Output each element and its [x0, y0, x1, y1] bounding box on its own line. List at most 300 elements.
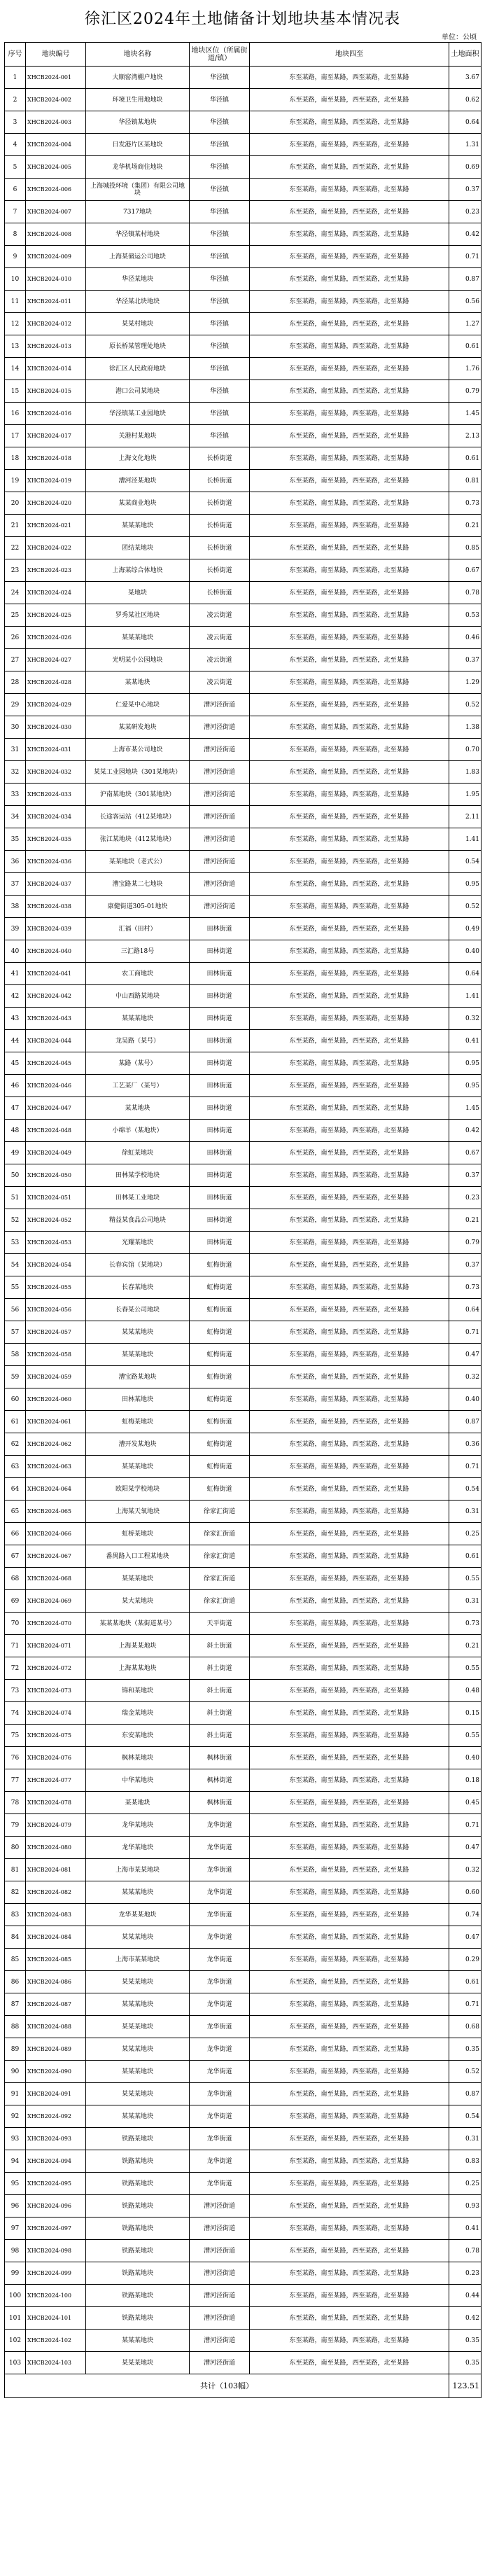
table-row [5, 559, 482, 582]
cell-area: 0.79 [449, 1232, 482, 1254]
cell-boundaries: 东至某路，南至某路，西至某路，北至某路 [250, 1030, 449, 1052]
cell-name: 上海某某地块 [86, 1657, 190, 1680]
cell-code: XHCB2024-042 [26, 985, 86, 1008]
cell-name: 团结某地块 [86, 537, 190, 559]
cell-name: 沪南某地块（301某地块） [86, 784, 190, 806]
cell-index: 69 [5, 1590, 26, 1613]
cell-code: XHCB2024-011 [26, 291, 86, 313]
cell-boundaries: 东至某路，南至某路，西至某路，北至某路 [250, 1590, 449, 1613]
cell-area: 1.41 [449, 828, 482, 851]
cell-code: XHCB2024-007 [26, 201, 86, 223]
cell-area: 0.87 [449, 268, 482, 291]
cell-index: 49 [5, 1142, 26, 1164]
cell-location: 漕河泾街道 [190, 828, 250, 851]
cell-index: 51 [5, 1187, 26, 1209]
cell-index: 13 [5, 335, 26, 358]
cell-index: 63 [5, 1456, 26, 1478]
table-row [5, 1456, 482, 1478]
cell-boundaries: 东至某路，南至某路，西至某路，北至某路 [250, 515, 449, 537]
cell-area: 0.54 [449, 851, 482, 873]
cell-area: 0.83 [449, 2150, 482, 2173]
cell-name: 上海市某某地块 [86, 1859, 190, 1881]
cell-code: XHCB2024-001 [26, 67, 86, 89]
table-row [5, 2262, 482, 2285]
cell-location: 田林街道 [190, 918, 250, 940]
cell-name: 龙华某地块 [86, 1837, 190, 1859]
cell-index: 15 [5, 380, 26, 403]
cell-code: XHCB2024-099 [26, 2262, 86, 2285]
cell-location: 漕河泾街道 [190, 2240, 250, 2262]
cell-index: 101 [5, 2307, 26, 2330]
table-row [5, 67, 482, 89]
cell-name: 仁爱某中心地块 [86, 694, 190, 716]
cell-code: XHCB2024-009 [26, 246, 86, 268]
cell-index: 102 [5, 2330, 26, 2352]
cell-location: 龙华街道 [190, 2173, 250, 2195]
table-row [5, 940, 482, 963]
cell-index: 8 [5, 223, 26, 246]
cell-location: 长桥街道 [190, 559, 250, 582]
cell-area: 1.76 [449, 358, 482, 380]
cell-boundaries: 东至某路，南至某路，西至某路，北至某路 [250, 2262, 449, 2285]
cell-area: 0.42 [449, 223, 482, 246]
cell-area: 0.64 [449, 111, 482, 134]
table-row [5, 1859, 482, 1881]
cell-name: 某某某地块 [86, 2105, 190, 2128]
cell-index: 54 [5, 1254, 26, 1276]
table-row [5, 604, 482, 627]
cell-name: 某某某地块 [86, 515, 190, 537]
cell-boundaries: 东至某路，南至某路，西至某路，北至某路 [250, 761, 449, 784]
cell-area: 0.47 [449, 1837, 482, 1859]
cell-code: XHCB2024-050 [26, 1164, 86, 1187]
cell-code: XHCB2024-061 [26, 1411, 86, 1433]
cell-code: XHCB2024-002 [26, 89, 86, 111]
cell-area: 0.23 [449, 1187, 482, 1209]
cell-name: 漕宝路某地块 [86, 1366, 190, 1388]
cell-boundaries: 东至某路，南至某路，西至某路，北至某路 [250, 806, 449, 828]
table-row [5, 380, 482, 403]
cell-boundaries: 东至某路，南至某路，西至某路，北至某路 [250, 784, 449, 806]
table-row [5, 716, 482, 739]
cell-area: 0.74 [449, 1904, 482, 1926]
cell-name: 瑞金某地块 [86, 1702, 190, 1725]
cell-boundaries: 东至某路，南至某路，西至某路，北至某路 [250, 1321, 449, 1344]
cell-boundaries: 东至某路，南至某路，西至某路，北至某路 [250, 963, 449, 985]
cell-boundaries: 东至某路，南至某路，西至某路，北至某路 [250, 1859, 449, 1881]
cell-code: XHCB2024-072 [26, 1657, 86, 1680]
cell-location: 斜土街道 [190, 1657, 250, 1680]
cell-location: 虹梅街道 [190, 1388, 250, 1411]
cell-index: 25 [5, 604, 26, 627]
cell-area: 0.67 [449, 1142, 482, 1164]
cell-boundaries: 东至某路，南至某路，西至某路，北至某路 [250, 156, 449, 179]
cell-location: 斜土街道 [190, 1725, 250, 1747]
cell-area: 1.27 [449, 313, 482, 335]
cell-index: 19 [5, 470, 26, 492]
cell-index: 88 [5, 2016, 26, 2038]
cell-index: 86 [5, 1971, 26, 1993]
table-row [5, 1433, 482, 1456]
cell-location: 田林街道 [190, 940, 250, 963]
cell-code: XHCB2024-063 [26, 1456, 86, 1478]
table-row [5, 1904, 482, 1926]
cell-boundaries: 东至某路，南至某路，西至某路，北至某路 [250, 1904, 449, 1926]
cell-index: 67 [5, 1545, 26, 1568]
cell-area: 0.78 [449, 2240, 482, 2262]
cell-name: 关港村某地块 [86, 425, 190, 447]
cell-boundaries: 东至某路，南至某路，西至某路，北至某路 [250, 67, 449, 89]
cell-code: XHCB2024-090 [26, 2061, 86, 2083]
cell-location: 龙华街道 [190, 2105, 250, 2128]
cell-boundaries: 东至某路，南至某路，西至某路，北至某路 [250, 582, 449, 604]
cell-index: 75 [5, 1725, 26, 1747]
cell-name: 华泾镇某村地块 [86, 223, 190, 246]
cell-area: 0.71 [449, 1456, 482, 1478]
cell-boundaries: 东至某路，南至某路，西至某路，北至某路 [250, 291, 449, 313]
cell-name: 某某研发地块 [86, 716, 190, 739]
cell-location: 虹梅街道 [190, 1276, 250, 1299]
cell-location: 徐家汇街道 [190, 1523, 250, 1545]
table-row [5, 1187, 482, 1209]
cell-boundaries: 东至某路，南至某路，西至某路，北至某路 [250, 851, 449, 873]
cell-location: 龙华街道 [190, 1904, 250, 1926]
cell-location: 漕河泾街道 [190, 873, 250, 896]
table-row [5, 492, 482, 515]
cell-index: 103 [5, 2352, 26, 2374]
cell-boundaries: 东至某路，南至某路，西至某路，北至某路 [250, 1097, 449, 1120]
table-row [5, 896, 482, 918]
cell-area: 0.52 [449, 2061, 482, 2083]
cell-boundaries: 东至某路，南至某路，西至某路，北至某路 [250, 358, 449, 380]
cell-location: 虹梅街道 [190, 1344, 250, 1366]
cell-area: 0.23 [449, 201, 482, 223]
cell-index: 74 [5, 1702, 26, 1725]
table-row [5, 537, 482, 559]
header-index: 序号 [5, 43, 26, 67]
cell-area: 0.49 [449, 918, 482, 940]
cell-index: 28 [5, 671, 26, 694]
total-label: 共计（103幅） [5, 2374, 449, 2398]
cell-name: 农工商地块 [86, 963, 190, 985]
cell-index: 21 [5, 515, 26, 537]
cell-area: 0.32 [449, 1008, 482, 1030]
cell-area: 0.73 [449, 492, 482, 515]
cell-code: XHCB2024-018 [26, 447, 86, 470]
table-row [5, 1209, 482, 1232]
cell-index: 34 [5, 806, 26, 828]
cell-location: 华泾镇 [190, 67, 250, 89]
table-row [5, 1164, 482, 1187]
cell-location: 漕河泾街道 [190, 716, 250, 739]
cell-boundaries: 东至某路，南至某路，西至某路，北至某路 [250, 559, 449, 582]
cell-code: XHCB2024-046 [26, 1075, 86, 1097]
cell-name: 长春某地块 [86, 1276, 190, 1299]
cell-code: XHCB2024-058 [26, 1344, 86, 1366]
cell-index: 52 [5, 1209, 26, 1232]
cell-code: XHCB2024-037 [26, 873, 86, 896]
table-row [5, 1299, 482, 1321]
cell-boundaries: 东至某路，南至某路，西至某路，北至某路 [250, 201, 449, 223]
cell-code: XHCB2024-032 [26, 761, 86, 784]
cell-location: 徐家汇街道 [190, 1568, 250, 1590]
cell-name: 龙华某地块 [86, 1814, 190, 1837]
cell-area: 0.23 [449, 2262, 482, 2285]
cell-location: 漕河泾街道 [190, 851, 250, 873]
cell-code: XHCB2024-045 [26, 1052, 86, 1075]
table-row [5, 111, 482, 134]
cell-name: 某某某地块 [86, 1568, 190, 1590]
cell-location: 华泾镇 [190, 291, 250, 313]
table-row [5, 1926, 482, 1949]
cell-boundaries: 东至某路，南至某路，西至某路，北至某路 [250, 2083, 449, 2105]
table-row [5, 156, 482, 179]
cell-location: 龙华街道 [190, 1949, 250, 1971]
cell-code: XHCB2024-028 [26, 671, 86, 694]
cell-location: 枫林街道 [190, 1769, 250, 1792]
cell-index: 24 [5, 582, 26, 604]
cell-index: 77 [5, 1769, 26, 1792]
cell-index: 80 [5, 1837, 26, 1859]
cell-code: XHCB2024-076 [26, 1747, 86, 1769]
cell-code: XHCB2024-078 [26, 1792, 86, 1814]
cell-boundaries: 东至某路，南至某路，西至某路，北至某路 [250, 335, 449, 358]
cell-name: 漕宝路某二七地块 [86, 873, 190, 896]
cell-code: XHCB2024-026 [26, 627, 86, 649]
table-row [5, 2083, 482, 2105]
cell-code: XHCB2024-054 [26, 1254, 86, 1276]
cell-location: 漕河泾街道 [190, 2285, 250, 2307]
table-row [5, 1232, 482, 1254]
cell-area: 3.67 [449, 67, 482, 89]
cell-index: 98 [5, 2240, 26, 2262]
cell-boundaries: 东至某路，南至某路，西至某路，北至某路 [250, 2038, 449, 2061]
cell-location: 华泾镇 [190, 425, 250, 447]
cell-location: 田林街道 [190, 1187, 250, 1209]
cell-boundaries: 东至某路，南至某路，西至某路，北至某路 [250, 1971, 449, 1993]
cell-name: 龙华机场商住地块 [86, 156, 190, 179]
cell-code: XHCB2024-017 [26, 425, 86, 447]
cell-area: 0.21 [449, 1635, 482, 1657]
cell-boundaries: 东至某路，南至某路，西至某路，北至某路 [250, 313, 449, 335]
cell-location: 龙华街道 [190, 2061, 250, 2083]
table-row [5, 2038, 482, 2061]
cell-location: 斜土街道 [190, 1635, 250, 1657]
table-row [5, 784, 482, 806]
cell-index: 95 [5, 2173, 26, 2195]
cell-area: 0.31 [449, 1501, 482, 1523]
table-row [5, 425, 482, 447]
cell-area: 0.31 [449, 2128, 482, 2150]
cell-index: 83 [5, 1904, 26, 1926]
cell-location: 漕河泾街道 [190, 784, 250, 806]
cell-name: 工艺某厂（某号） [86, 1075, 190, 1097]
cell-name: 光明某小公园地块 [86, 649, 190, 671]
cell-code: XHCB2024-023 [26, 559, 86, 582]
cell-index: 40 [5, 940, 26, 963]
cell-name: 铁路某地块 [86, 2285, 190, 2307]
table-row [5, 1590, 482, 1613]
cell-location: 长桥街道 [190, 470, 250, 492]
cell-area: 0.87 [449, 1411, 482, 1433]
cell-boundaries: 东至某路，南至某路，西至某路，北至某路 [250, 1052, 449, 1075]
cell-code: XHCB2024-025 [26, 604, 86, 627]
cell-name: 某某地块 [86, 671, 190, 694]
cell-index: 44 [5, 1030, 26, 1052]
cell-location: 长桥街道 [190, 492, 250, 515]
cell-boundaries: 东至某路，南至某路，西至某路，北至某路 [250, 1657, 449, 1680]
cell-name: 某某某地块 [86, 2330, 190, 2352]
cell-code: XHCB2024-052 [26, 1209, 86, 1232]
cell-boundaries: 东至某路，南至某路，西至某路，北至某路 [250, 1792, 449, 1814]
cell-index: 97 [5, 2218, 26, 2240]
table-footer [5, 2374, 482, 2398]
cell-code: XHCB2024-083 [26, 1904, 86, 1926]
cell-index: 60 [5, 1388, 26, 1411]
cell-area: 1.95 [449, 784, 482, 806]
cell-area: 2.11 [449, 806, 482, 828]
cell-area: 0.40 [449, 940, 482, 963]
cell-code: XHCB2024-010 [26, 268, 86, 291]
cell-name: 徐虹某地块 [86, 1142, 190, 1164]
cell-index: 30 [5, 716, 26, 739]
cell-name: 光耀某地块 [86, 1232, 190, 1254]
table-row [5, 761, 482, 784]
cell-area: 0.55 [449, 1568, 482, 1590]
table-row [5, 649, 482, 671]
cell-location: 龙华街道 [190, 1993, 250, 2016]
cell-index: 89 [5, 2038, 26, 2061]
cell-index: 1 [5, 67, 26, 89]
cell-boundaries: 东至某路，南至某路，西至某路，北至某路 [250, 627, 449, 649]
cell-location: 天平街道 [190, 1613, 250, 1635]
cell-area: 0.46 [449, 627, 482, 649]
cell-area: 1.45 [449, 1097, 482, 1120]
cell-area: 0.47 [449, 1344, 482, 1366]
cell-index: 79 [5, 1814, 26, 1837]
cell-boundaries: 东至某路，南至某路，西至某路，北至某路 [250, 246, 449, 268]
cell-name: 某地块 [86, 582, 190, 604]
header-code: 地块编号 [26, 43, 86, 67]
cell-code: XHCB2024-008 [26, 223, 86, 246]
cell-boundaries: 东至某路，南至某路，西至某路，北至某路 [250, 2307, 449, 2330]
cell-area: 0.62 [449, 89, 482, 111]
cell-index: 53 [5, 1232, 26, 1254]
cell-boundaries: 东至某路，南至某路，西至某路，北至某路 [250, 1232, 449, 1254]
cell-boundaries: 东至某路，南至某路，西至某路，北至某路 [250, 918, 449, 940]
cell-index: 38 [5, 896, 26, 918]
cell-code: XHCB2024-073 [26, 1680, 86, 1702]
table-row [5, 1657, 482, 1680]
table-row [5, 179, 482, 201]
cell-code: XHCB2024-020 [26, 492, 86, 515]
cell-area: 1.83 [449, 761, 482, 784]
cell-name: 汇福（田村） [86, 918, 190, 940]
cell-area: 0.87 [449, 2083, 482, 2105]
table-row [5, 1702, 482, 1725]
table-row [5, 1254, 482, 1276]
cell-name: 东安某地块 [86, 1725, 190, 1747]
table-header [5, 43, 482, 67]
cell-location: 虹梅街道 [190, 1299, 250, 1321]
cell-code: XHCB2024-022 [26, 537, 86, 559]
cell-code: XHCB2024-085 [26, 1949, 86, 1971]
cell-name: 铁路某地块 [86, 2262, 190, 2285]
cell-boundaries: 东至某路，南至某路，西至某路，北至某路 [250, 2173, 449, 2195]
cell-boundaries: 东至某路，南至某路，西至某路，北至某路 [250, 179, 449, 201]
cell-index: 85 [5, 1949, 26, 1971]
cell-boundaries: 东至某路，南至某路，西至某路，北至某路 [250, 2128, 449, 2150]
cell-location: 漕河泾街道 [190, 739, 250, 761]
table-row [5, 447, 482, 470]
cell-code: XHCB2024-036 [26, 851, 86, 873]
table-row [5, 671, 482, 694]
cell-name: 长途客运站（412某地块） [86, 806, 190, 828]
cell-location: 田林街道 [190, 1232, 250, 1254]
header-name: 地块名称 [86, 43, 190, 67]
cell-name: 罗秀某社区地块 [86, 604, 190, 627]
cell-name: 上海文化地块 [86, 447, 190, 470]
cell-index: 70 [5, 1613, 26, 1635]
cell-area: 0.64 [449, 963, 482, 985]
cell-code: XHCB2024-013 [26, 335, 86, 358]
cell-location: 凌云街道 [190, 649, 250, 671]
cell-code: XHCB2024-062 [26, 1433, 86, 1456]
cell-code: XHCB2024-066 [26, 1523, 86, 1545]
cell-code: XHCB2024-086 [26, 1971, 86, 1993]
cell-boundaries: 东至某路，南至某路，西至某路，北至某路 [250, 470, 449, 492]
cell-index: 22 [5, 537, 26, 559]
table-row [5, 2128, 482, 2150]
cell-name: 欧阳某学校地块 [86, 1478, 190, 1501]
cell-index: 76 [5, 1747, 26, 1769]
cell-location: 斜土街道 [190, 1702, 250, 1725]
cell-boundaries: 东至某路，南至某路，西至某路，北至某路 [250, 1433, 449, 1456]
cell-boundaries: 东至某路，南至某路，西至某路，北至某路 [250, 739, 449, 761]
cell-boundaries: 东至某路，南至某路，西至某路，北至某路 [250, 2061, 449, 2083]
cell-name: 上海某天氧地块 [86, 1501, 190, 1523]
cell-area: 0.61 [449, 335, 482, 358]
cell-location: 龙华街道 [190, 1971, 250, 1993]
cell-code: XHCB2024-065 [26, 1501, 86, 1523]
cell-code: XHCB2024-057 [26, 1321, 86, 1344]
cell-code: XHCB2024-053 [26, 1232, 86, 1254]
cell-index: 68 [5, 1568, 26, 1590]
cell-location: 华泾镇 [190, 403, 250, 425]
cell-index: 5 [5, 156, 26, 179]
cell-boundaries: 东至某路，南至某路，西至某路，北至某路 [250, 1769, 449, 1792]
cell-boundaries: 东至某路，南至某路，西至某路，北至某路 [250, 1164, 449, 1187]
cell-location: 华泾镇 [190, 223, 250, 246]
cell-index: 33 [5, 784, 26, 806]
cell-area: 1.31 [449, 134, 482, 156]
cell-location: 龙华街道 [190, 2150, 250, 2173]
table-row [5, 313, 482, 335]
table-row [5, 246, 482, 268]
cell-code: XHCB2024-098 [26, 2240, 86, 2262]
cell-boundaries: 东至某路，南至某路，西至某路，北至某路 [250, 1120, 449, 1142]
cell-name: 田林某学校地块 [86, 1164, 190, 1187]
cell-index: 81 [5, 1859, 26, 1881]
table-row [5, 1993, 482, 2016]
cell-location: 漕河泾街道 [190, 2330, 250, 2352]
cell-area: 0.42 [449, 2307, 482, 2330]
table-row [5, 873, 482, 896]
cell-index: 11 [5, 291, 26, 313]
cell-boundaries: 东至某路，南至某路，西至某路，北至某路 [250, 1949, 449, 1971]
cell-location: 龙华街道 [190, 2128, 250, 2150]
table-row [5, 1030, 482, 1052]
